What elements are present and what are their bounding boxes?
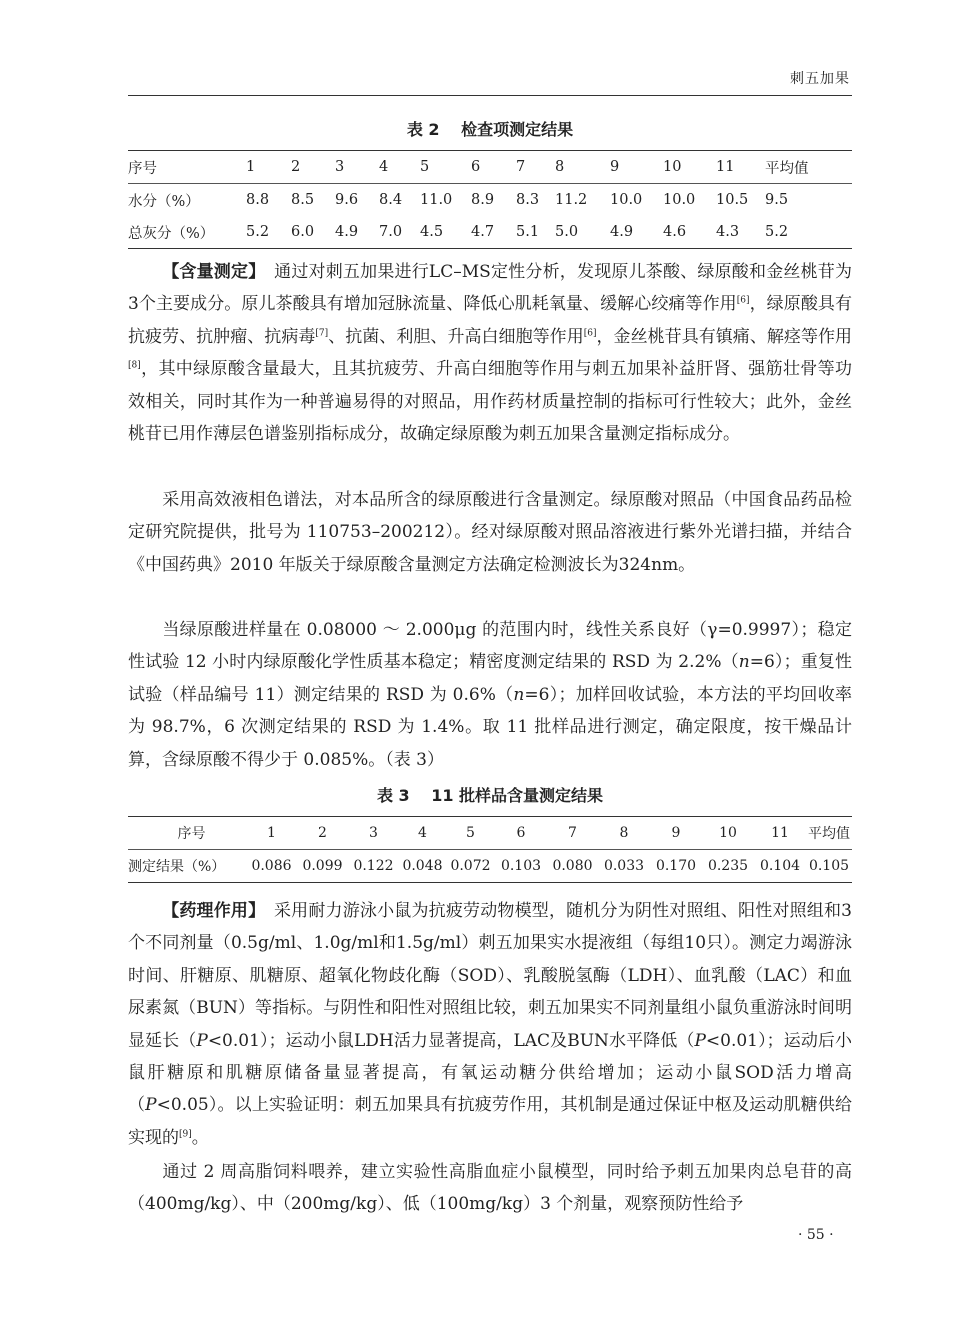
table-cell: 总灰分（%） bbox=[128, 225, 215, 242]
table-2-header-row bbox=[128, 151, 852, 184]
table-2-header-cell: 5 bbox=[420, 151, 471, 184]
table-cell: 0.086 bbox=[251, 858, 292, 874]
table-cell: 5.2 bbox=[765, 224, 789, 240]
paragraph-text: ，绿原酸具有抗疲劳、抗肿瘤、抗病毒 bbox=[128, 294, 852, 347]
table-cell: 4.3 bbox=[716, 224, 740, 240]
citation-ref: [6] bbox=[736, 295, 750, 306]
running-header-title: 刺五加果 bbox=[790, 71, 850, 87]
italic-p: P bbox=[145, 1095, 157, 1116]
table-cell: 6.0 bbox=[291, 224, 315, 240]
italic-n: n bbox=[738, 652, 750, 673]
table-cell: 0.122 bbox=[353, 858, 394, 874]
table-2-header-cell: 1 bbox=[246, 151, 291, 184]
table-cell: 4.6 bbox=[663, 224, 687, 240]
table-row bbox=[128, 184, 852, 217]
paragraph-text: <0.01）；运动小鼠LDH活力显著提高，LAC及BUN水平降低（ bbox=[207, 1030, 695, 1051]
table-3-header-cell: 10 bbox=[702, 817, 754, 850]
table-2-header-cell: 7 bbox=[516, 151, 555, 184]
table-cell: 4.9 bbox=[610, 224, 634, 240]
section-tag: 【药理作用】 bbox=[162, 901, 257, 921]
table-cell: 8.5 bbox=[291, 192, 315, 208]
paragraph-pharmacology bbox=[128, 895, 852, 1154]
table-2-header-cell: 6 bbox=[471, 151, 516, 184]
table-3-header-cell: 6 bbox=[495, 817, 547, 850]
table-cell: 8.8 bbox=[246, 192, 270, 208]
table-cell: 0.105 bbox=[808, 858, 850, 874]
paragraph-text: 当绿原酸进样量在 0.08000 ～ 2.000μg 的范围内时，线性关系良好（γ=0.9997）；稳定性试验 12 小时内绿原酸化学性质基本稳定；精密度测定结果的 RSD 为 2.2%（ bbox=[128, 620, 852, 673]
table-cell: 水分（%） bbox=[128, 193, 200, 210]
paragraph-content-determination bbox=[128, 256, 852, 450]
table-cell: 5.1 bbox=[516, 224, 540, 240]
section-tag: 【含量测定】 bbox=[162, 262, 257, 282]
table-3-header-row bbox=[128, 817, 852, 850]
table-3-header-cell: 5 bbox=[446, 817, 495, 850]
citation-ref: [6] bbox=[583, 328, 597, 339]
paragraph-text: =6）；重复性试验（样品编号 11）测定结果的 RSD 为 0.6%（ bbox=[128, 652, 852, 705]
paragraph-text: 。 bbox=[191, 1127, 209, 1148]
citation-ref: [8] bbox=[128, 360, 141, 371]
table-3-header-cell: 序号 bbox=[128, 817, 246, 850]
table-cell: 0.104 bbox=[759, 858, 801, 874]
table-cell: 0.099 bbox=[302, 858, 343, 874]
table-2-header-cell: 序号 bbox=[128, 151, 246, 184]
table-row bbox=[128, 850, 852, 883]
table-2 bbox=[128, 150, 852, 249]
table-3-header-cell: 9 bbox=[650, 817, 702, 850]
table-3-header-cell: 4 bbox=[399, 817, 446, 850]
table-cell: 0.080 bbox=[552, 858, 593, 874]
page-number: · 55 · bbox=[798, 1227, 834, 1243]
citation-ref: [9] bbox=[179, 1129, 192, 1140]
table-2-header-cell: 8 bbox=[555, 151, 610, 184]
table-2-header-cell: 9 bbox=[610, 151, 663, 184]
table-cell: 8.9 bbox=[471, 192, 495, 208]
italic-p: P bbox=[694, 1030, 706, 1051]
table-cell: 11.2 bbox=[555, 192, 588, 208]
table-cell: 5.0 bbox=[555, 224, 579, 240]
paragraph-text: <0.01）；运动后小鼠肝糖原和肌糖原储备量显著提高，有氧运动糖分供给增加；运动小鼠SOD活力增高（ bbox=[128, 1030, 853, 1116]
italic-p: P bbox=[196, 1030, 208, 1051]
table-3-header-cell: 1 bbox=[246, 817, 297, 850]
table-3 bbox=[128, 816, 852, 883]
table-cell: 4.5 bbox=[420, 224, 444, 240]
paragraph-text: 采用耐力游泳小鼠为抗疲劳动物模型，随机分为阴性对照组、阳性对照组和3个不同剂量（0.5g/ml、1.0g/ml和1.5g/ml）刺五加果实水提液组（每组10只）。测定力竭游泳时间、肝糖原、肌糖原、超氧化物歧化酶（SOD）、乳酸脱氢酶（LDH）、血乳酸（LAC）和血尿素氮（BUN）等指标。与阴性和阳性对照组比较，刺五加果实不同剂量组小鼠负重游泳时间明显延长（ bbox=[128, 901, 852, 1051]
italic-n: n bbox=[513, 684, 525, 705]
table-2-header-cell: 平均值 bbox=[765, 151, 852, 184]
table-cell: 测定结果（%） bbox=[128, 859, 226, 875]
table-cell: 0.033 bbox=[603, 858, 645, 874]
table-cell: 0.072 bbox=[450, 858, 491, 874]
table-3-header-cell: 3 bbox=[348, 817, 399, 850]
table-cell: 11.0 bbox=[420, 192, 453, 208]
paragraph-hyperlipidemia bbox=[128, 1156, 852, 1221]
paragraph-text: 通过 2 周高脂饲料喂养，建立实验性高脂血症小鼠模型，同时给予刺五加果肉总皂苷的高（400mg/kg）、中（200mg/kg）、低（100mg/kg）3 个剂量，观察预防性给予 bbox=[128, 1162, 852, 1215]
paragraph-text: =6）；加样回收试验，本方法的平均回收率为 98.7%，6 次测定结果的 RSD 为 1.4%。取 11 批样品进行测定，确定限度，按干燥品计算，含绿原酸不得少于 0.085%。（表 3） bbox=[128, 684, 852, 770]
table-cell: 9.5 bbox=[765, 192, 789, 208]
table-2-header-cell: 3 bbox=[335, 151, 379, 184]
table-2-caption: 表 2 检查项测定结果 bbox=[406, 120, 574, 139]
table-cell: 8.4 bbox=[379, 192, 403, 208]
table-cell: 10.0 bbox=[610, 192, 643, 208]
paragraph-text: <0.05）。以上实验证明：刺五加果具有抗疲劳作用，其机制是通过保证中枢及运动肌糖供给实现的 bbox=[128, 1095, 852, 1148]
table-cell: 0.235 bbox=[707, 858, 749, 874]
table-cell: 4.9 bbox=[335, 224, 359, 240]
paragraph-validation bbox=[128, 614, 852, 776]
table-cell: 0.170 bbox=[655, 858, 697, 874]
table-3-header-cell: 7 bbox=[547, 817, 598, 850]
table-cell: 8.3 bbox=[516, 192, 540, 208]
table-3-header-cell: 8 bbox=[598, 817, 650, 850]
table-2-header-cell: 4 bbox=[379, 151, 420, 184]
paragraph-text: ，其中绿原酸含量最大，且其抗疲劳、升高白细胞等作用与刺五加果补益肝肾、强筋壮骨等功效相关，同时其作为一种普遍易得的对照品，用作药材质量控制的指标可行性较大；此外，金丝桃苷已用作薄层色谱鉴别指标成分，故确定绿原酸为刺五加果含量测定指标成分。 bbox=[128, 359, 852, 445]
header-rule bbox=[128, 95, 852, 96]
table-3-header-cell: 11 bbox=[754, 817, 806, 850]
table-cell: 7.0 bbox=[379, 224, 403, 240]
citation-ref: [7] bbox=[315, 328, 329, 339]
paragraph-hplc-method bbox=[128, 484, 852, 581]
table-2-header-cell: 2 bbox=[291, 151, 335, 184]
table-cell: 5.2 bbox=[246, 224, 270, 240]
table-row bbox=[128, 216, 852, 249]
table-3-header-cell: 2 bbox=[297, 817, 348, 850]
table-3-caption: 表 3 11 批样品含量测定结果 bbox=[376, 786, 604, 805]
table-cell: 0.103 bbox=[500, 858, 542, 874]
paragraph-text: 、抗菌、利胆、升高白细胞等作用 bbox=[328, 326, 584, 347]
table-cell: 10.0 bbox=[663, 192, 696, 208]
table-cell: 9.6 bbox=[335, 192, 359, 208]
table-cell: 0.048 bbox=[402, 858, 443, 874]
table-cell: 10.5 bbox=[716, 192, 749, 208]
paragraph-text: 通过对刺五加果进行LC–MS定性分析，发现原儿茶酸、绿原酸和金丝桃苷为3个主要成分。原儿茶酸具有增加冠脉流量、降低心肌耗氧量、缓解心绞痛等作用 bbox=[128, 262, 853, 315]
table-cell: 4.7 bbox=[471, 224, 495, 240]
table-2-header-cell: 11 bbox=[716, 151, 765, 184]
paragraph-text: 采用高效液相色谱法，对本品所含的绿原酸进行含量测定。绿原酸对照品（中国食品药品检定研究院提供，批号为 110753–200212）。经对绿原酸对照品溶液进行紫外光谱扫描，并结合《中国药典》2010 年版关于绿原酸含量测定方法确定检测波长为324nm。 bbox=[128, 490, 852, 575]
paragraph-text: ，金丝桃苷具有镇痛、解痉等作用 bbox=[596, 326, 853, 347]
table-2-header-cell: 10 bbox=[663, 151, 716, 184]
table-3-header-cell: 平均值 bbox=[806, 817, 852, 850]
